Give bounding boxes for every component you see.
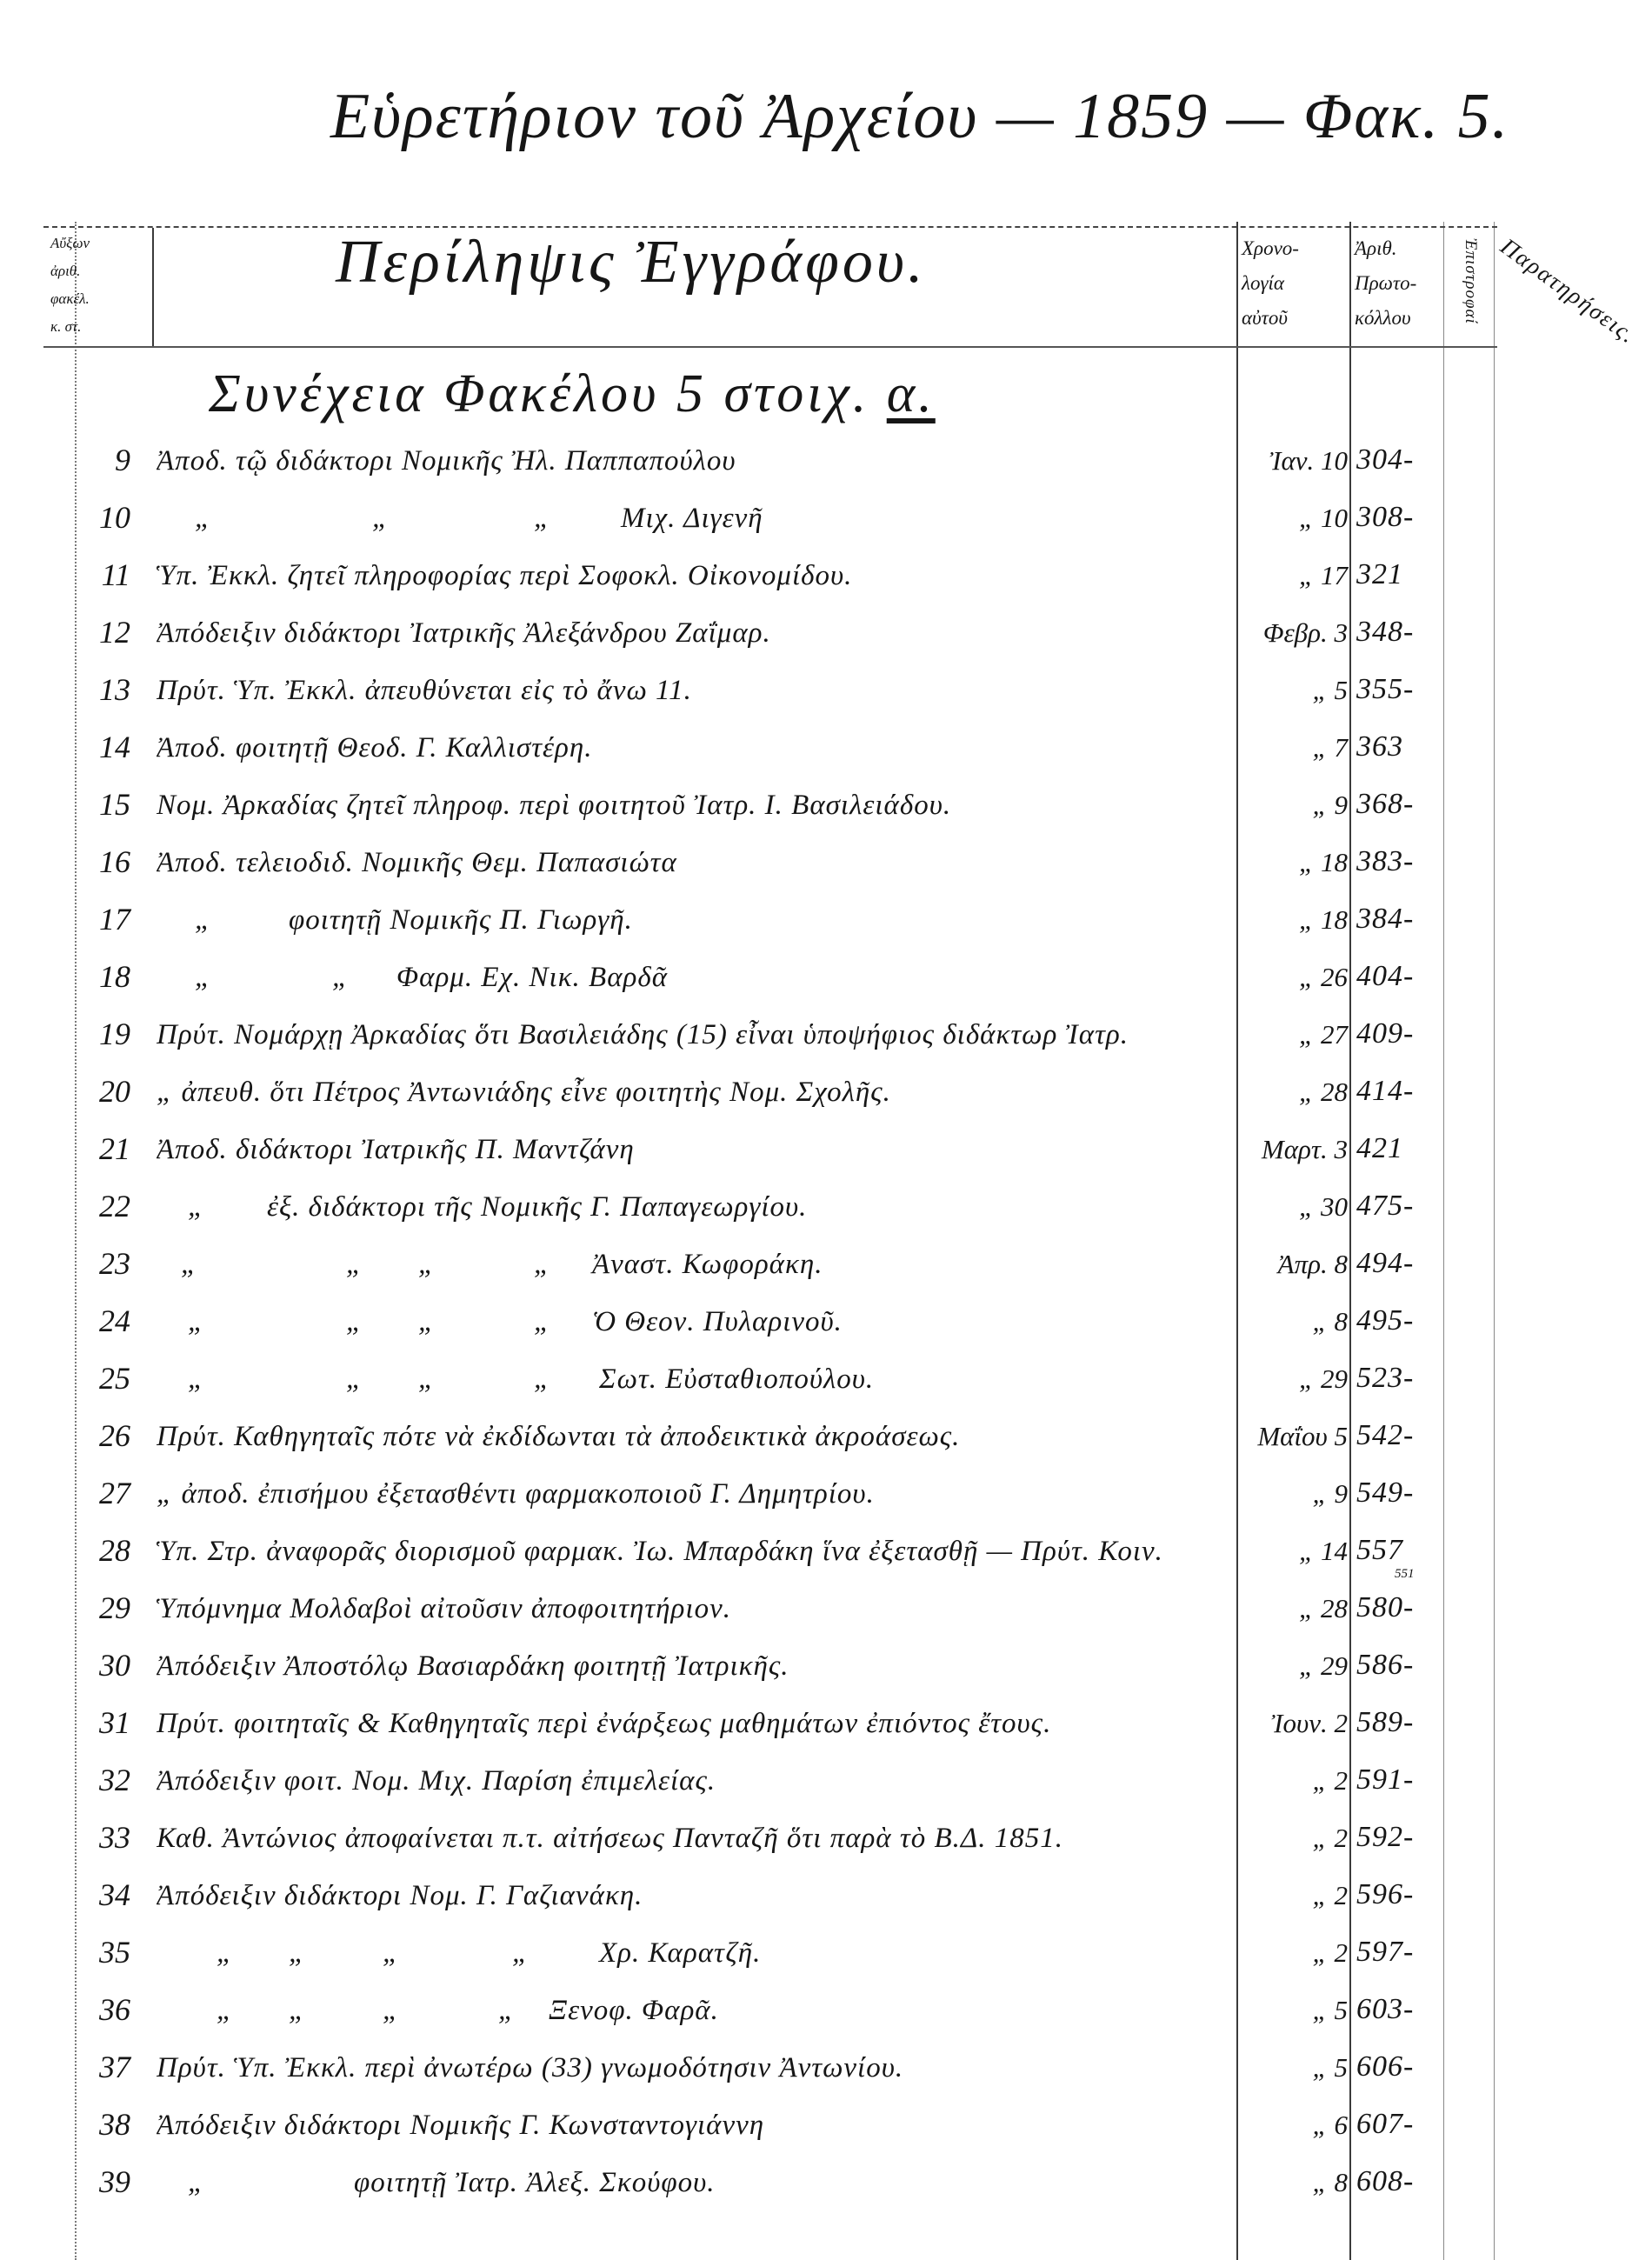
date-header-line: λογία <box>1242 272 1284 294</box>
entry-row <box>0 2097 1652 2155</box>
entry-summary: Πρύτ. Καθηγηταῖς πότε νὰ ἐκδίδωνται τὰ ἀποδεικτικὰ ἀκροάσεως. <box>157 1421 961 1452</box>
entry-date: „ 5 <box>1312 2052 1348 2083</box>
entry-date: Ἰαν. 10 <box>1269 445 1348 476</box>
entry-protocol-number: 591- <box>1356 1763 1415 1796</box>
entry-date: „ 18 <box>1299 847 1348 877</box>
ditto-mark: „ <box>346 1306 363 1337</box>
serial-number-header <box>50 230 90 341</box>
ditto-mark: „ <box>188 2167 205 2198</box>
entry-number: 21 <box>99 1131 130 1166</box>
entry-summary-part: Σωτ. Εὐσταθιοπούλου. <box>599 1363 875 1395</box>
entry-summary: Ἀποδ. φοιτητῇ Θεοδ. Γ. Καλλιστέρη. <box>157 732 593 763</box>
entry-number: 32 <box>99 1763 130 1797</box>
entry-date: „ 8 <box>1312 2167 1348 2197</box>
entry-row <box>0 1581 1652 1638</box>
entry-protocol-number: 348- <box>1356 616 1415 648</box>
entry-number: 19 <box>99 1017 130 1051</box>
protocol-header-line: Πρωτο- <box>1355 272 1417 294</box>
entry-date: „ 7 <box>1312 732 1348 763</box>
ditto-mark: „ <box>383 1995 400 2026</box>
entry-row <box>0 1638 1652 1696</box>
entry-protocol-number: 596- <box>1356 1878 1415 1910</box>
entry-protocol-number: 404- <box>1356 960 1415 992</box>
ditto-mark: „ <box>216 1937 234 1969</box>
entry-row <box>0 892 1652 950</box>
entry-protocol-number: 557 <box>1356 1534 1403 1566</box>
entry-date: „ 28 <box>1299 1593 1348 1623</box>
entry-summary: Ἀποδ. τελειοδιδ. Νομικῆς Θεμ. Παπασιώτα <box>157 847 677 878</box>
entry-protocol-number: 607- <box>1356 2108 1415 2140</box>
entry-row <box>0 1294 1652 1351</box>
entry-summary-part: φοιτητῇ Νομικῆς Π. Γιωργῆ. <box>289 904 633 936</box>
entry-number: 35 <box>99 1935 130 1970</box>
entry-row <box>0 605 1652 663</box>
entry-date: „ 18 <box>1299 904 1348 935</box>
date-header-line: Χρονο- <box>1242 237 1299 259</box>
entry-summary: Ὑπ. Στρ. ἀναφορᾶς διορισμοῦ φαρμακ. Ἰω. Μπαρδάκη ἵνα ἐξετασθῇ — Πρύτ. Κοιν. <box>157 1536 1163 1567</box>
entry-date: „ 8 <box>1312 1306 1348 1337</box>
date-header-line: αὐτοῦ <box>1242 307 1288 329</box>
entry-protocol-number: 597- <box>1356 1936 1415 1968</box>
serial-header-line: κ. στ. <box>50 318 82 335</box>
entry-protocol-number: 542- <box>1356 1419 1415 1451</box>
ditto-mark: „ <box>346 1363 363 1395</box>
entry-protocol-number: 384- <box>1356 903 1415 935</box>
entry-number: 36 <box>99 1992 130 2027</box>
ditto-mark: „ <box>498 1995 516 2026</box>
entry-number: 14 <box>99 730 130 764</box>
page-title: Εὑρετήριον τοῦ Ἀρχείου — 1859 — Φακ. 5. <box>330 81 1510 152</box>
entry-row <box>0 1753 1652 1810</box>
entry-row <box>0 1810 1652 1868</box>
section-heading <box>209 363 936 425</box>
entry-date: „ 5 <box>1312 1995 1348 2025</box>
entry-protocol-number: 409- <box>1356 1017 1415 1050</box>
entry-number: 33 <box>99 1820 130 1855</box>
entry-row <box>0 663 1652 720</box>
entry-row <box>0 1351 1652 1409</box>
entry-date: „ 26 <box>1299 962 1348 992</box>
entry-number: 16 <box>99 844 130 879</box>
section-heading-letter: α. <box>886 364 936 423</box>
entry-row <box>0 1696 1652 1753</box>
entry-date: „ 10 <box>1299 503 1348 533</box>
ditto-mark: „ <box>332 962 350 993</box>
ditto-mark: „ <box>383 1937 400 1969</box>
ditto-mark: „ <box>289 1995 306 2026</box>
ditto-mark: „ <box>534 1306 551 1337</box>
entry-row <box>0 950 1652 1007</box>
entry-summary-part: Ἀναστ. Κωφοράκη. <box>592 1249 823 1280</box>
entry-date: „ 9 <box>1312 790 1348 820</box>
entry-summary: „ ἀπευθ. ὅτι Πέτρος Ἀντωνιάδης εἶνε φοιτητὴς Νομ. Σχολῆς. <box>157 1077 891 1108</box>
entry-protocol-number: 592- <box>1356 1821 1415 1853</box>
entry-protocol-number: 383- <box>1356 845 1415 877</box>
entry-date: „ 28 <box>1299 1077 1348 1107</box>
entry-number: 22 <box>99 1189 130 1223</box>
entry-summary: Ἀποδ. διδάκτορι Ἰατρικῆς Π. Μαντζάνη <box>157 1134 635 1165</box>
ditto-mark: „ <box>418 1306 436 1337</box>
entry-number: 20 <box>99 1074 130 1109</box>
entry-row <box>0 1983 1652 2040</box>
entry-summary: Ἀποδ. τῷ διδάκτορι Νομικῆς Ἠλ. Παππαπούλου <box>157 445 736 477</box>
entry-row <box>0 835 1652 892</box>
entry-summary-part: Ξενοφ. Φαρᾶ. <box>549 1995 719 2026</box>
entry-row <box>0 1466 1652 1523</box>
entry-row <box>0 1237 1652 1294</box>
entry-row <box>0 433 1652 490</box>
remarks-header: Παρατηρήσεις. <box>1495 233 1642 350</box>
entry-row <box>0 490 1652 548</box>
header-bottom-rule <box>43 346 1497 348</box>
entry-protocol-correction: 551 <box>1395 1567 1415 1581</box>
entry-protocol-number: 363 <box>1356 730 1403 763</box>
entry-date: Μαΐου 5 <box>1257 1421 1348 1451</box>
entry-protocol-number: 355- <box>1356 673 1415 705</box>
entry-summary: Πρύτ. Ὑπ. Ἐκκλ. ἀπευθύνεται εἰς τὸ ἄνω 11. <box>157 675 692 706</box>
entry-summary: Πρύτ. Νομάρχῃ Ἀρκαδίας ὅτι Βασιλειάδης (15) εἶναι ὑποψήφιος διδάκτωρ Ἰατρ. <box>157 1019 1129 1050</box>
entry-protocol-number: 603- <box>1356 1993 1415 2025</box>
entry-date: „ 2 <box>1312 1880 1348 1910</box>
entry-protocol-number: 586- <box>1356 1649 1415 1681</box>
entry-summary-part: Χρ. Καρατζῆ. <box>599 1937 762 1969</box>
ditto-mark: „ <box>181 1249 198 1280</box>
section-heading-text: Συνέχεια Φακέλου 5 στοιχ. <box>209 364 870 423</box>
protocol-header-line: κόλλου <box>1355 307 1411 329</box>
entry-protocol-number: 494- <box>1356 1247 1415 1279</box>
entry-protocol-number: 475- <box>1356 1190 1415 1222</box>
entry-summary-part: ἐξ. διδάκτορι τῆς Νομικῆς Γ. Παπαγεωργίου. <box>267 1191 808 1223</box>
serial-header-line: φακέλ. <box>50 290 90 307</box>
entry-row <box>0 777 1652 835</box>
entry-row <box>0 1523 1652 1581</box>
entry-number: 10 <box>99 500 130 535</box>
entry-row <box>0 1868 1652 1925</box>
entry-date: „ 2 <box>1312 1765 1348 1796</box>
ditto-mark: „ <box>188 1306 205 1337</box>
entry-protocol-number: 368- <box>1356 788 1415 820</box>
entry-summary: Καθ. Ἀντώνιος ἀποφαίνεται π.τ. αἰτήσεως Πανταζῆ ὅτι παρὰ τὸ Β.Δ. 1851. <box>157 1823 1063 1854</box>
entry-protocol-number: 414- <box>1356 1075 1415 1107</box>
entry-summary: Ἀπόδειξιν διδάκτορι Νομικῆς Γ. Κωνσταντογιάννη <box>157 2110 765 2141</box>
entry-summary: Ἀπόδειξιν διδάκτορι Ἰατρικῆς Ἀλεξάνδρου Ζαΐμαρ. <box>157 617 771 649</box>
entry-number: 27 <box>99 1476 130 1510</box>
entry-number: 29 <box>99 1590 130 1625</box>
entry-number: 39 <box>99 2164 130 2199</box>
entry-number: 11 <box>101 557 130 592</box>
entry-number: 18 <box>99 959 130 994</box>
entry-summary: Ὑπ. Ἐκκλ. ζητεῖ πληροφορίας περὶ Σοφοκλ. Οἰκονομίδου. <box>157 560 853 591</box>
entry-date: „ 2 <box>1312 1937 1348 1968</box>
ditto-mark: „ <box>534 503 551 534</box>
entry-row <box>0 1179 1652 1237</box>
summary-header: Περίληψις Ἐγγράφου. <box>336 229 927 296</box>
ditto-mark: „ <box>418 1363 436 1395</box>
ditto-mark: „ <box>512 1937 530 1969</box>
ditto-mark: „ <box>418 1249 436 1280</box>
entry-protocol-number: 495- <box>1356 1304 1415 1337</box>
entry-number: 23 <box>99 1246 130 1281</box>
entry-number: 17 <box>99 902 130 937</box>
entry-protocol-number: 304- <box>1356 443 1415 476</box>
entry-protocol-number: 589- <box>1356 1706 1415 1738</box>
entry-date: Ἀπρ. 8 <box>1277 1249 1348 1279</box>
entry-number: 30 <box>99 1648 130 1683</box>
entries-list <box>0 433 1652 2224</box>
entry-summary: Ἀπόδειξιν φοιτ. Νομ. Μιχ. Παρίση ἐπιμελείας. <box>157 1765 716 1797</box>
entry-row <box>0 2155 1652 2212</box>
entry-summary: Πρύτ. φοιτηταῖς & Καθηγηταῖς περὶ ἐνάρξεως μαθημάτων ἐπιόντος ἔτους. <box>157 1708 1052 1739</box>
entry-number: 38 <box>99 2107 130 2142</box>
serial-column-rule <box>152 228 154 346</box>
entry-summary: Ἀπόδειξιν διδάκτορι Νομ. Γ. Γαζιανάκη. <box>157 1880 643 1911</box>
entry-number: 31 <box>99 1705 130 1740</box>
entry-summary-part: Μιχ. Διγενῆ <box>621 503 763 534</box>
entry-date: „ 14 <box>1299 1536 1348 1566</box>
ditto-mark: „ <box>372 503 390 534</box>
entry-number: 37 <box>99 2050 130 2084</box>
entry-date: „ 29 <box>1299 1363 1348 1394</box>
ditto-mark: „ <box>195 904 212 936</box>
entry-summary-part: Ὁ Θεον. Πυλαρινοῦ. <box>592 1306 843 1337</box>
entry-summary: „ ἀποδ. ἐπισήμου ἐξετασθέντι φαρμακοποιοῦ Γ. Δημητρίου. <box>157 1478 875 1510</box>
entry-number: 26 <box>99 1418 130 1453</box>
entry-protocol-number: 321 <box>1356 558 1403 590</box>
entry-number: 12 <box>99 615 130 650</box>
entry-summary: Ἀπόδειξιν Ἀποστόλῳ Βασιαρδάκη φοιτητῇ Ἰατρικῆς. <box>157 1650 789 1682</box>
protocol-header <box>1355 231 1416 336</box>
date-header <box>1242 231 1299 336</box>
entry-summary: Νομ. Ἀρκαδίας ζητεῖ πληροφ. περὶ φοιτητοῦ Ἰατρ. Ι. Βασιλειάδου. <box>157 790 952 821</box>
entry-date: Μαρτ. 3 <box>1261 1134 1348 1164</box>
entry-row <box>0 1925 1652 1983</box>
entry-number: 28 <box>99 1533 130 1568</box>
serial-header-line: ἀριθ. <box>50 263 81 279</box>
entry-row <box>0 1007 1652 1064</box>
entry-summary-part: φοιτητῇ Ἰατρ. Ἀλεξ. Σκούφου. <box>354 2167 716 2198</box>
entry-number: 34 <box>99 1877 130 1912</box>
entry-date: „ 2 <box>1312 1823 1348 1853</box>
ditto-mark: „ <box>195 503 212 534</box>
entry-date: „ 30 <box>1299 1191 1348 1222</box>
entry-summary: Ὑπόμνημα Μολδαβοὶ αἰτοῦσιν ἀποφοιτητήριον. <box>157 1593 731 1624</box>
entry-date: Ἰουν. 2 <box>1271 1708 1348 1738</box>
entry-row <box>0 720 1652 777</box>
entry-date: „ 9 <box>1312 1478 1348 1509</box>
entry-number: 25 <box>99 1361 130 1396</box>
ditto-mark: „ <box>216 1995 234 2026</box>
entry-number: 13 <box>99 672 130 707</box>
entry-protocol-number: 608- <box>1356 2165 1415 2197</box>
entry-protocol-number: 606- <box>1356 2050 1415 2083</box>
entry-row <box>0 548 1652 605</box>
ditto-mark: „ <box>534 1363 551 1395</box>
ditto-mark: „ <box>346 1249 363 1280</box>
entry-protocol-number: 523- <box>1356 1362 1415 1394</box>
ditto-mark: „ <box>289 1937 306 1969</box>
entry-date: „ 29 <box>1299 1650 1348 1681</box>
entry-protocol-number: 308- <box>1356 501 1415 533</box>
entry-row <box>0 1122 1652 1179</box>
entry-date: „ 27 <box>1299 1019 1348 1050</box>
entry-date: Φεβρ. 3 <box>1262 617 1348 648</box>
entry-summary: Πρύτ. Ὑπ. Ἐκκλ. περὶ ἀνωτέρω (33) γνωμοδότησιν Ἀντωνίου. <box>157 2052 904 2083</box>
entry-protocol-number: 421 <box>1356 1132 1403 1164</box>
ditto-mark: „ <box>188 1191 205 1223</box>
entry-number: 15 <box>99 787 130 822</box>
entry-date: „ 5 <box>1312 675 1348 705</box>
entry-row <box>0 1409 1652 1466</box>
entry-date: „ 17 <box>1299 560 1348 590</box>
entry-number: 9 <box>115 443 130 477</box>
entry-protocol-number: 580- <box>1356 1591 1415 1623</box>
ditto-mark: „ <box>534 1249 551 1280</box>
serial-header-line: Αὔξων <box>50 235 90 251</box>
returns-header: Ἐπιστροφαί <box>1462 238 1480 324</box>
entry-number: 24 <box>99 1303 130 1338</box>
entry-protocol-number: 549- <box>1356 1477 1415 1509</box>
ditto-mark: „ <box>195 962 212 993</box>
entry-summary-part: Φαρμ. Εχ. Νικ. Βαρδᾶ <box>396 962 669 993</box>
entry-row <box>0 2040 1652 2097</box>
entry-row <box>0 1064 1652 1122</box>
ditto-mark: „ <box>188 1363 205 1395</box>
entry-date: „ 6 <box>1312 2110 1348 2140</box>
protocol-header-line: Ἀριθ. <box>1355 237 1397 259</box>
